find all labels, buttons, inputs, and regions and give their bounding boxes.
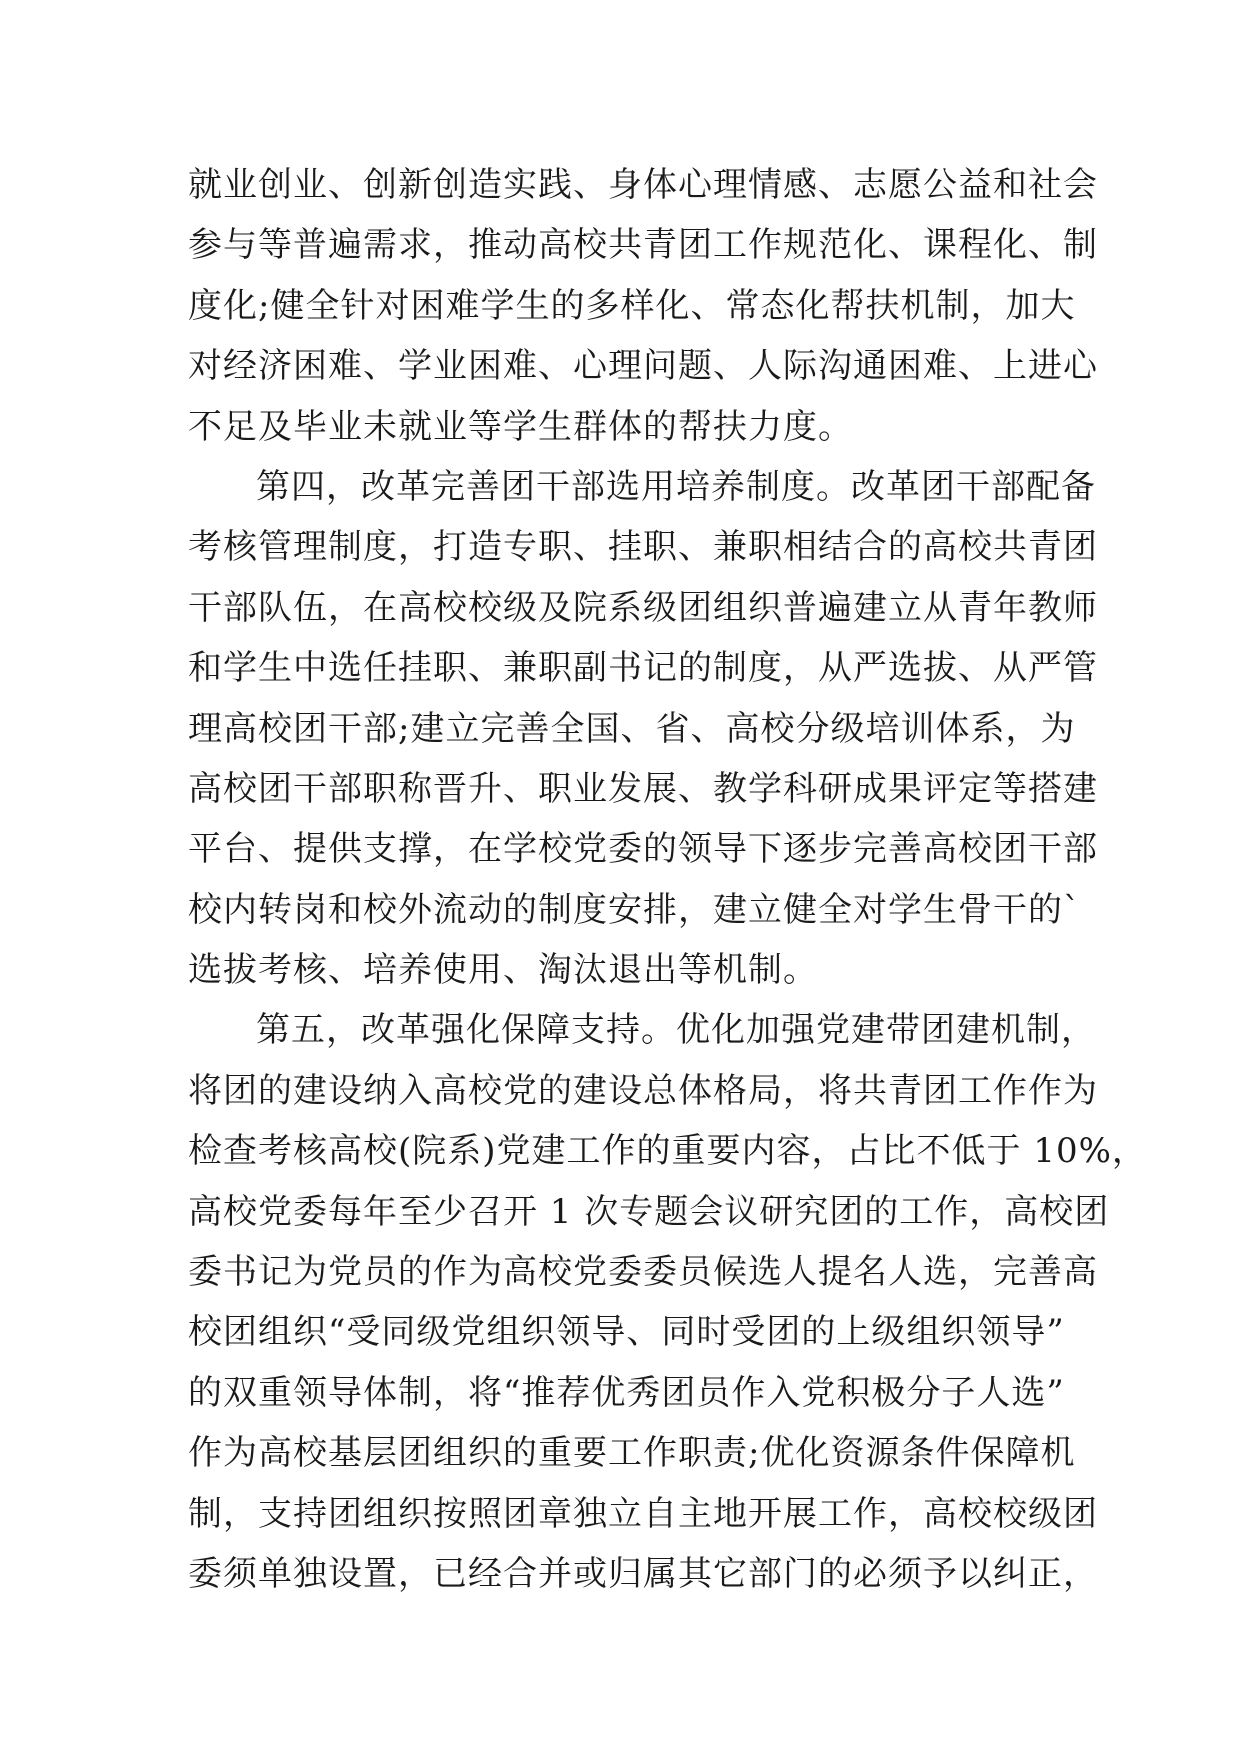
text-line: 干部队伍，在高校校级及院系级团组织普遍建立从青年教师 [188, 587, 1098, 628]
text-line: 检查考核高校(院系)党建工作的重要内容，占比不低于 10%， [188, 1131, 1147, 1172]
text-line: 考核管理制度，打造专职、挂职、兼职相结合的高校共青团 [188, 527, 1098, 568]
text-line: 的双重领导体制，将“推荐优秀团员作入党积极分子人选” [188, 1372, 1065, 1413]
text-line: 不足及毕业未就业等学生群体的帮扶力度。 [188, 406, 853, 447]
text-line: 将团的建设纳入高校党的建设总体格局，将共青团工作作为 [188, 1070, 1098, 1111]
paragraph-continued [188, 155, 1098, 457]
text-line: 作为高校基层团组织的重要工作职责;优化资源条件保障机 [188, 1433, 1076, 1474]
text-line: 制，支持团组织按照团章独立自主地开展工作，高校校级团 [188, 1493, 1098, 1534]
text-line: 第五，改革强化保障支持。优化加强党建带团建机制， [256, 1010, 1096, 1051]
paragraph-fifth [188, 1000, 1147, 1604]
text-line: 参与等普遍需求，推动高校共青团工作规范化、课程化、制 [188, 225, 1098, 266]
text-line: 校团组织“受同级党组织领导、同时受团的上级组织领导” [188, 1312, 1065, 1353]
text-line: 高校党委每年至少召开 1 次专题会议研究团的工作，高校团 [188, 1191, 1110, 1232]
text-line: 理高校团干部;建立完善全国、省、高校分级培训体系，为 [188, 708, 1076, 749]
text-line: 平台、提供支撑，在学校党委的领导下逐步完善高校团干部 [188, 829, 1098, 870]
text-line: 委须单独设置，已经合并或归属其它部门的必须予以纠正， [188, 1553, 1098, 1594]
text-line: 高校团干部职称晋升、职业发展、教学科研成果评定等搭建 [188, 768, 1098, 809]
text-line: 对经济困难、学业困难、心理问题、人际沟通困难、上进心 [188, 346, 1098, 387]
text-line: 选拔考核、培养使用、淘汰退出等机制。 [188, 950, 818, 991]
text-line: 校内转岗和校外流动的制度安排，建立健全对学生骨干的` [188, 889, 1081, 930]
text-line: 度化;健全针对困难学生的多样化、常态化帮扶机制，加大 [188, 285, 1076, 326]
text-line: 委书记为党员的作为高校党委委员候选人提名人选，完善高 [188, 1252, 1098, 1293]
text-line: 和学生中选任挂职、兼职副书记的制度，从严选拔、从严管 [188, 648, 1098, 689]
text-line: 就业创业、创新创造实践、身体心理情感、志愿公益和社会 [188, 165, 1098, 205]
paragraph-fourth [188, 457, 1098, 1001]
document-body [188, 155, 1147, 1604]
text-line: 第四，改革完善团干部选用培养制度。改革团干部配备 [256, 466, 1096, 507]
